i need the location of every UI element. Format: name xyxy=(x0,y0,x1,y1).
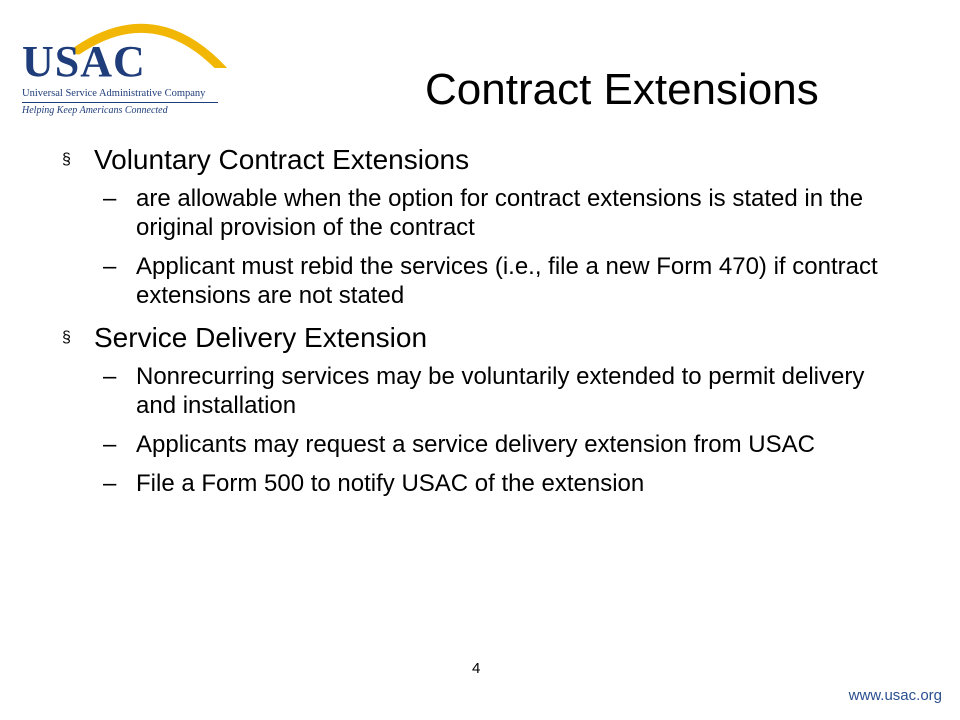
section-heading-voluntary xyxy=(60,142,910,178)
usac-logo xyxy=(8,8,248,116)
list-item xyxy=(60,252,910,310)
list-item xyxy=(60,430,910,459)
logo-tagline: Helping Keep Americans Connected xyxy=(22,105,168,116)
bullet-icon: § xyxy=(62,151,71,168)
list-item-text: are allowable when the option for contract extensions is stated in the original provision of the contract xyxy=(136,185,864,241)
footer-url-link[interactable]: www.usac.org xyxy=(848,687,942,704)
page-number: 4 xyxy=(472,660,481,677)
dash-marker: – xyxy=(103,363,117,390)
list-item-text: File a Form 500 to notify USAC of the extension xyxy=(136,470,645,497)
slide-content xyxy=(60,142,910,508)
logo-divider xyxy=(22,102,218,103)
dash-marker: – xyxy=(103,431,117,458)
list-item-text: Applicant must rebid the services (i.e., file a new Form 470) if contract extensions are not stated xyxy=(136,253,878,309)
list-item xyxy=(60,469,910,498)
dash-marker: – xyxy=(103,185,117,212)
bullet-icon: § xyxy=(62,329,71,346)
section-heading-text: Service Delivery Extension xyxy=(94,322,428,353)
list-item xyxy=(60,184,910,242)
logo-company-name: Universal Service Administrative Company xyxy=(22,88,206,99)
dash-marker: – xyxy=(103,470,117,497)
slide-title: Contract Extensions xyxy=(425,65,819,114)
section-items-voluntary xyxy=(60,184,910,310)
section-heading-text: Voluntary Contract Extensions xyxy=(94,144,470,175)
dash-marker: – xyxy=(103,253,117,280)
section-items-service-delivery xyxy=(60,362,910,498)
list-item-text: Nonrecurring services may be voluntarily extended to permit delivery and installation xyxy=(136,363,865,419)
list-item-text: Applicants may request a service delivery extension from USAC xyxy=(136,431,815,458)
list-item xyxy=(60,362,910,420)
logo-wordmark: USAC xyxy=(22,37,146,86)
section-heading-service-delivery xyxy=(60,320,910,356)
